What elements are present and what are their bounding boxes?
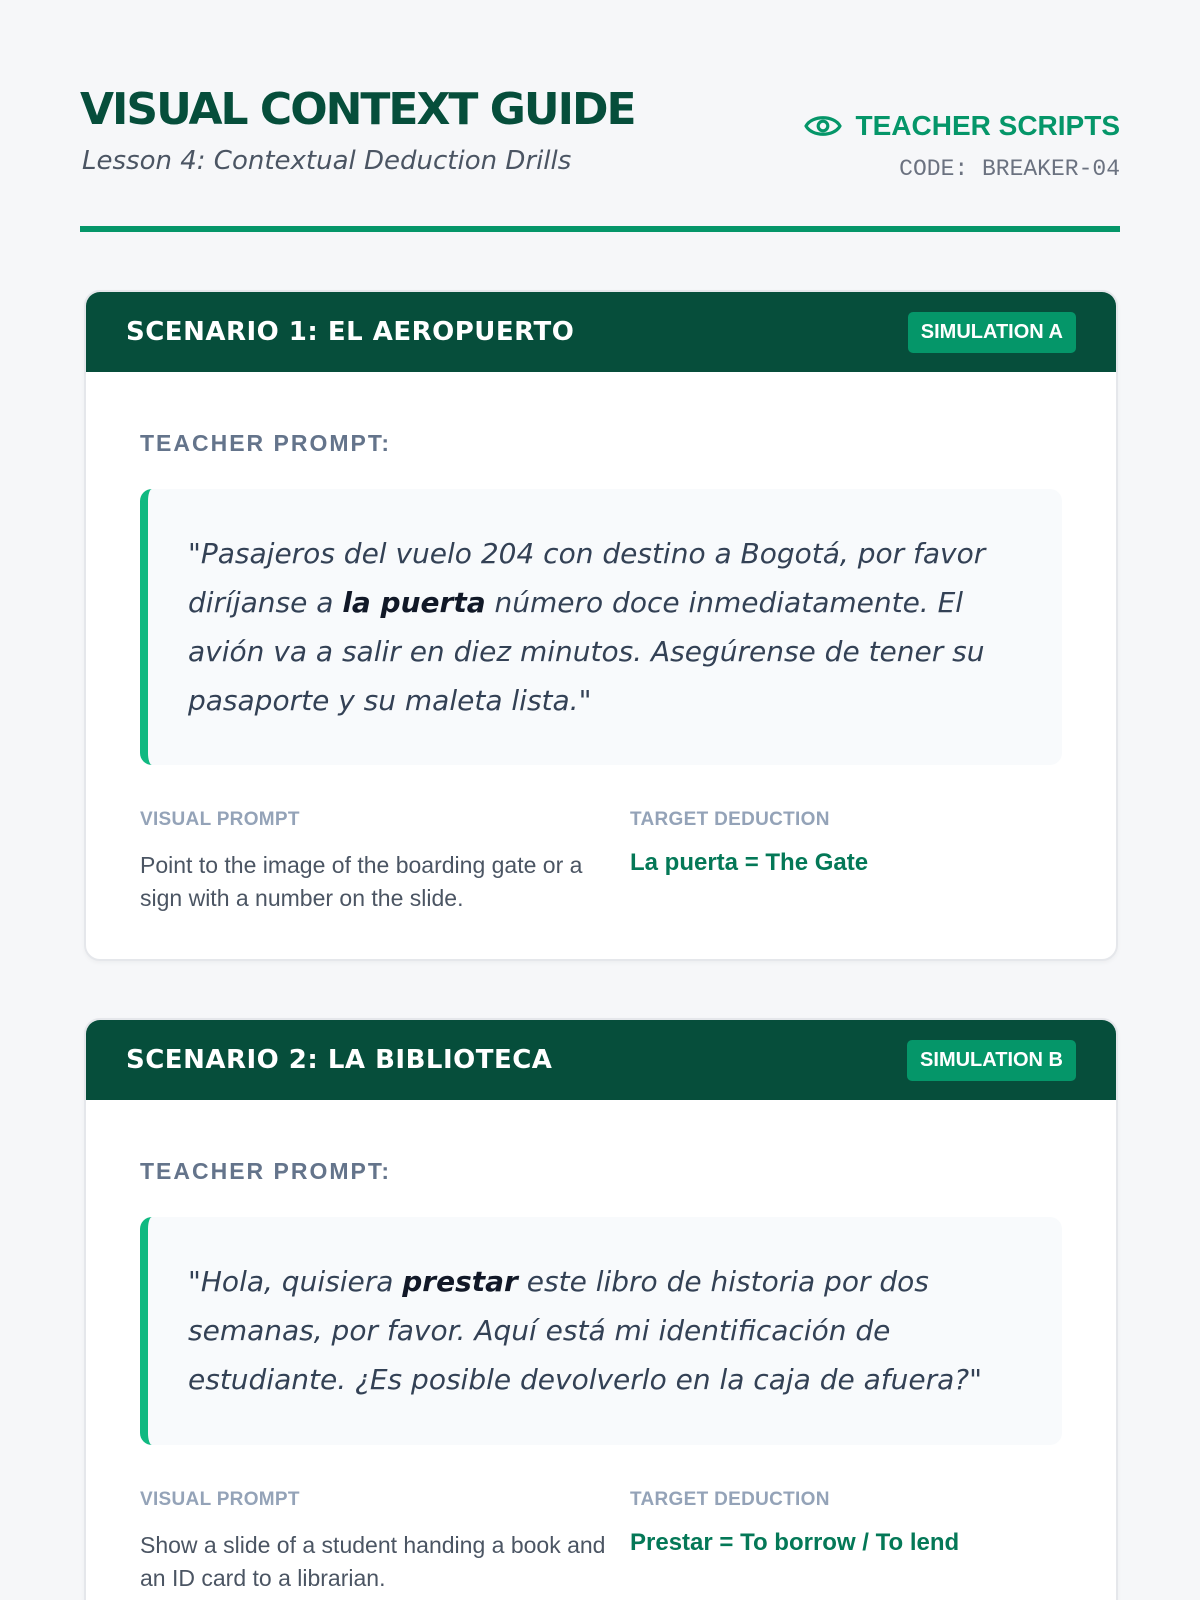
simulation-badge: SIMULATION A xyxy=(908,312,1076,353)
target-deduction xyxy=(630,809,1062,915)
teacher-prompt-label: TEACHER PROMPT: xyxy=(140,1158,392,1184)
scenario-header xyxy=(86,292,1116,372)
scenario-body xyxy=(86,1100,1116,1595)
target-deduction-text: Prestar = To borrow / To lend xyxy=(630,1529,960,1556)
scenario-title: SCENARIO 1: EL AEROPUERTO xyxy=(126,317,575,347)
page-header xyxy=(80,0,1120,234)
target-deduction xyxy=(630,1489,1062,1595)
header-divider xyxy=(80,226,1120,232)
quote-text: "Hola, quisiera xyxy=(188,1265,403,1298)
prompt-details xyxy=(140,809,1062,915)
visual-prompt-label: VISUAL PROMPT xyxy=(140,809,300,830)
eye-icon xyxy=(804,111,842,141)
scenario-header xyxy=(86,1020,1116,1100)
target-deduction-label: TARGET DEDUCTION xyxy=(630,809,830,830)
teacher-scripts-label: TEACHER SCRIPTS xyxy=(855,110,1120,141)
visual-prompt xyxy=(140,1489,630,1595)
teacher-prompt-quote xyxy=(140,1217,1062,1445)
teacher-prompt-label: TEACHER PROMPT: xyxy=(140,430,392,456)
visual-prompt-text: Point to the image of the boarding gate or a sign with a number on the slide. xyxy=(140,852,583,911)
lesson-code: CODE: BREAKER-04 xyxy=(899,156,1120,182)
scenario-card xyxy=(84,290,1118,961)
teacher-scripts-link[interactable] xyxy=(804,110,1120,142)
visual-prompt-text: Show a slide of a student handing a book and an ID card to a librarian. xyxy=(140,1532,606,1591)
quote-text: "Pasajeros del vuelo 204 con destino a Bogotá, por favor diríjanse a xyxy=(188,537,986,619)
target-deduction-label: TARGET DEDUCTION xyxy=(630,1489,830,1510)
page xyxy=(80,0,1120,1591)
simulation-badge: SIMULATION B xyxy=(907,1040,1076,1081)
teacher-prompt-quote xyxy=(140,489,1062,765)
quote-text: este libro de historia por dos semanas, por favor. Aquí está mi identificación de estudiante. ¿Es posible devolverlo en la caja de afuera?" xyxy=(188,1265,982,1396)
scenario-card xyxy=(84,1018,1118,1600)
visual-prompt-label: VISUAL PROMPT xyxy=(140,1489,300,1510)
page-title: VISUAL CONTEXT GUIDE xyxy=(80,84,635,135)
target-deduction-text: La puerta = The Gate xyxy=(630,849,869,876)
scenario-title: SCENARIO 2: LA BIBLIOTECA xyxy=(126,1045,553,1075)
quote-keyword: prestar xyxy=(402,1265,518,1298)
scenario-body xyxy=(86,372,1116,915)
visual-prompt xyxy=(140,809,630,915)
prompt-details xyxy=(140,1489,1062,1595)
quote-keyword: la puerta xyxy=(342,586,486,619)
quote-text: número doce inmediatamente. El avión va a salir en diez minutos. Asegúrense de tener su pasaporte y su maleta lista." xyxy=(188,586,985,717)
page-subtitle: Lesson 4: Contextual Deduction Drills xyxy=(82,146,572,176)
